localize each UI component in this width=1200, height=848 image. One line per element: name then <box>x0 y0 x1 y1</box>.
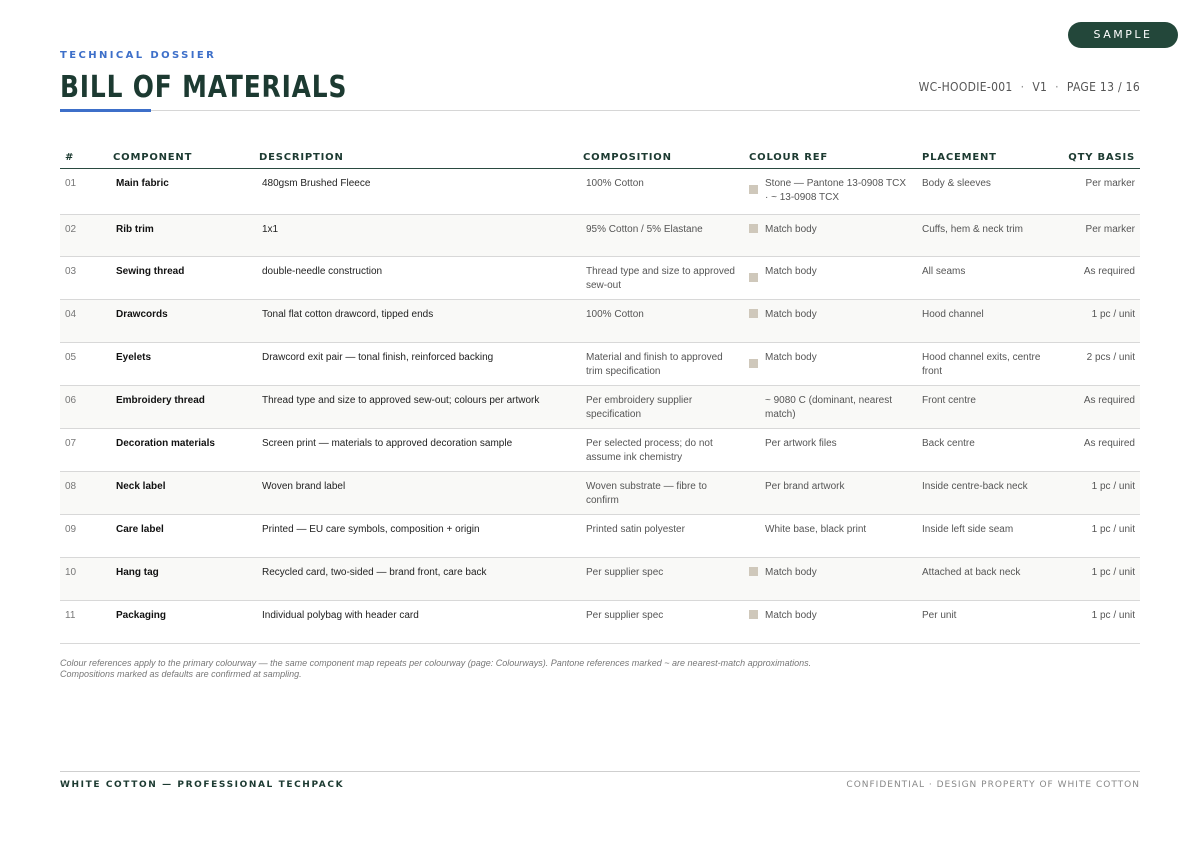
section-eyebrow: TECHNICAL DOSSIER <box>60 50 217 61</box>
component-composition: Per supplier spec <box>586 610 664 621</box>
colour-ref-cell <box>744 343 917 386</box>
placement-cell <box>917 429 1059 472</box>
colour-ref-cell <box>744 558 917 601</box>
component-description-cell <box>254 472 578 515</box>
colour-ref: ~ 9080 C (dominant, nearest match) <box>765 395 893 420</box>
component-description: double-needle construction <box>262 266 383 277</box>
header-composition: COMPOSITION <box>578 146 744 169</box>
qty-basis-cell <box>1059 472 1140 515</box>
row-number-cell <box>60 343 108 386</box>
qty-basis: As required <box>1083 438 1135 449</box>
document-meta <box>919 80 1140 94</box>
table-row <box>60 386 1140 429</box>
colour-ref-cell <box>744 300 917 343</box>
placement-cell <box>917 386 1059 429</box>
sample-badge: SAMPLE <box>1068 22 1178 48</box>
qty-basis-cell <box>1059 343 1140 386</box>
qty-basis: As required <box>1083 266 1135 277</box>
component-name: Rib trim <box>116 224 154 235</box>
component-composition: Material and finish to approved trim specification <box>586 352 723 377</box>
colour-ref-cell <box>744 386 917 429</box>
colour-ref: Match body <box>765 352 817 363</box>
row-number: 03 <box>65 266 77 277</box>
component-name-cell <box>108 515 254 558</box>
component-description-cell <box>254 257 578 300</box>
qty-basis: As required <box>1083 395 1135 406</box>
colour-ref-cell <box>744 257 917 300</box>
header-colour-ref: COLOUR REF <box>744 146 917 169</box>
component-description: Recycled card, two-sided — brand front, care back <box>262 567 487 578</box>
row-number-cell <box>60 300 108 343</box>
placement: Front centre <box>922 395 976 406</box>
component-description: Individual polybag with header card <box>262 610 419 621</box>
component-description-cell <box>254 386 578 429</box>
component-name: Care label <box>116 524 164 535</box>
component-composition: 100% Cotton <box>586 309 644 320</box>
row-number: 05 <box>65 352 77 363</box>
header-qty-basis: QTY BASIS <box>1059 146 1140 169</box>
row-number-cell <box>60 215 108 257</box>
component-composition: Thread type and size to approved sew-out <box>586 266 735 291</box>
qty-basis-cell <box>1059 429 1140 472</box>
placement-cell <box>917 257 1059 300</box>
colour-ref-cell <box>744 215 917 257</box>
component-composition-cell <box>578 386 744 429</box>
component-name-cell <box>108 558 254 601</box>
row-number-cell <box>60 472 108 515</box>
component-name-cell <box>108 215 254 257</box>
row-number: 06 <box>65 395 77 406</box>
component-composition-cell <box>578 429 744 472</box>
placement-cell <box>917 558 1059 601</box>
table-row <box>60 429 1140 472</box>
component-composition: Per embroidery supplier specification <box>586 395 693 420</box>
colour-ref: Match body <box>765 224 817 235</box>
placement-cell <box>917 215 1059 257</box>
component-name: Decoration materials <box>116 438 215 449</box>
header-placement: PLACEMENT <box>917 146 1059 169</box>
page-number: PAGE 13 / 16 <box>1066 80 1140 94</box>
component-composition: Printed satin polyester <box>586 524 685 535</box>
component-name-cell <box>108 429 254 472</box>
footnote <box>60 658 960 679</box>
row-number: 01 <box>65 178 77 189</box>
component-name-cell <box>108 601 254 644</box>
colour-ref: Match body <box>765 266 817 277</box>
component-description-cell <box>254 515 578 558</box>
component-name-cell <box>108 257 254 300</box>
component-name-cell <box>108 386 254 429</box>
placement: Body & sleeves <box>922 178 991 189</box>
component-name-cell <box>108 343 254 386</box>
footnote-line: Compositions marked as defaults are confirmed at sampling. <box>60 668 302 679</box>
header-description: DESCRIPTION <box>254 146 578 169</box>
placement-cell <box>917 601 1059 644</box>
placement-cell <box>917 515 1059 558</box>
table-row <box>60 343 1140 386</box>
component-composition-cell <box>578 472 744 515</box>
colour-ref: White base, black print <box>765 524 867 535</box>
colour-ref-cell <box>744 429 917 472</box>
component-description-cell <box>254 300 578 343</box>
component-name: Neck label <box>116 481 166 492</box>
colour-ref-cell <box>744 515 917 558</box>
component-description-cell <box>254 215 578 257</box>
component-composition-cell <box>578 300 744 343</box>
qty-basis-cell <box>1059 215 1140 257</box>
component-name-cell <box>108 472 254 515</box>
component-description: 1x1 <box>262 224 279 235</box>
placement-cell <box>917 472 1059 515</box>
component-description-cell <box>254 601 578 644</box>
component-description-cell <box>254 169 578 215</box>
placement: Inside centre-back neck <box>922 481 1028 492</box>
row-number: 04 <box>65 309 77 320</box>
qty-basis: Per marker <box>1085 178 1135 189</box>
component-description: Thread type and size to approved sew-out; colours per artwork <box>262 395 540 406</box>
row-number-cell <box>60 169 108 215</box>
colour-ref: Match body <box>765 309 817 320</box>
qty-basis-cell <box>1059 558 1140 601</box>
row-number: 08 <box>65 481 77 492</box>
placement: Attached at back neck <box>922 567 1021 578</box>
table-row <box>60 169 1140 215</box>
qty-basis: 1 pc / unit <box>1091 309 1135 320</box>
colour-ref: Match body <box>765 610 817 621</box>
header-divider <box>60 110 1140 111</box>
component-name: Hang tag <box>116 567 159 578</box>
row-number: 07 <box>65 438 77 449</box>
placement: All seams <box>922 266 966 277</box>
table-row <box>60 257 1140 300</box>
row-number-cell <box>60 558 108 601</box>
table-row <box>60 215 1140 257</box>
row-number: 10 <box>65 567 77 578</box>
placement: Per unit <box>922 610 957 621</box>
component-composition-cell <box>578 558 744 601</box>
component-description-cell <box>254 558 578 601</box>
component-description: Screen print — materials to approved decoration sample <box>262 438 513 449</box>
qty-basis: Per marker <box>1085 224 1135 235</box>
footer-confidential: CONFIDENTIAL · DESIGN PROPERTY OF WHITE COTTON <box>846 780 1140 790</box>
row-number-cell <box>60 601 108 644</box>
table-row <box>60 558 1140 601</box>
title-accent-bar <box>60 109 151 112</box>
placement: Hood channel exits, centre front <box>922 352 1041 377</box>
qty-basis-cell <box>1059 169 1140 215</box>
component-name: Packaging <box>116 610 167 621</box>
qty-basis: 2 pcs / unit <box>1086 352 1135 363</box>
component-composition: Per supplier spec <box>586 567 664 578</box>
row-number: 02 <box>65 224 77 235</box>
component-composition: Per selected process; do not assume ink chemistry <box>586 438 713 463</box>
footer-brand: WHITE COTTON — PROFESSIONAL TECHPACK <box>60 780 345 790</box>
component-description: Tonal flat cotton drawcord, tipped ends <box>262 309 434 320</box>
component-name: Embroidery thread <box>116 395 205 406</box>
header-component: COMPONENT <box>108 146 254 169</box>
meta-separator: · <box>1020 80 1025 94</box>
placement-cell <box>917 300 1059 343</box>
table-row <box>60 601 1140 644</box>
component-name-cell <box>108 169 254 215</box>
row-number-cell <box>60 386 108 429</box>
page-title: BILL OF MATERIALS <box>60 70 348 105</box>
qty-basis-cell <box>1059 601 1140 644</box>
row-number-cell <box>60 257 108 300</box>
qty-basis: 1 pc / unit <box>1091 610 1135 621</box>
component-description: Drawcord exit pair — tonal finish, reinforced backing <box>262 352 494 363</box>
qty-basis: 1 pc / unit <box>1091 481 1135 492</box>
table-row <box>60 515 1140 558</box>
colour-ref: Per artwork files <box>765 438 837 449</box>
component-description: 480gsm Brushed Fleece <box>262 178 371 189</box>
colour-ref-cell <box>744 601 917 644</box>
component-composition: 100% Cotton <box>586 178 644 189</box>
qty-basis-cell <box>1059 515 1140 558</box>
component-name: Sewing thread <box>116 266 185 277</box>
meta-separator: · <box>1055 80 1059 94</box>
table-row <box>60 472 1140 515</box>
version-label: V1 <box>1032 80 1048 94</box>
component-description-cell <box>254 429 578 472</box>
row-number-cell <box>60 429 108 472</box>
component-composition-cell <box>578 601 744 644</box>
bom-table <box>60 146 1140 644</box>
component-composition: 95% Cotton / 5% Elastane <box>586 224 703 235</box>
component-composition-cell <box>578 343 744 386</box>
row-number-cell <box>60 515 108 558</box>
component-name-cell <box>108 300 254 343</box>
colour-ref: Match body <box>765 567 817 578</box>
footnote-line: Colour references apply to the primary colourway — the same component map repeats per colourway (page: Colourways). Pantone references marked ~ are nearest-match approximations. <box>60 658 812 668</box>
colour-ref-cell <box>744 169 917 215</box>
component-composition-cell <box>578 515 744 558</box>
style-code: WC-HOODIE-001 <box>918 80 1013 94</box>
placement-cell <box>917 343 1059 386</box>
row-number: 11 <box>65 610 76 621</box>
qty-basis-cell <box>1059 300 1140 343</box>
component-name: Eyelets <box>116 352 152 363</box>
component-composition-cell <box>578 215 744 257</box>
component-description-cell <box>254 343 578 386</box>
qty-basis-cell <box>1059 386 1140 429</box>
placement: Cuffs, hem & neck trim <box>922 224 1023 235</box>
table-row <box>60 300 1140 343</box>
component-description: Printed — EU care symbols, composition + origin <box>262 524 480 535</box>
row-number: 09 <box>65 524 77 535</box>
header-num: # <box>60 146 108 169</box>
component-description: Woven brand label <box>262 481 346 492</box>
placement: Inside left side seam <box>922 524 1014 535</box>
component-composition-cell <box>578 257 744 300</box>
component-composition: Woven substrate — fibre to confirm <box>586 481 707 506</box>
footer-divider <box>60 771 1140 772</box>
qty-basis: 1 pc / unit <box>1091 567 1135 578</box>
placement: Hood channel <box>922 309 984 320</box>
component-composition-cell <box>578 169 744 215</box>
component-name: Drawcords <box>116 309 168 320</box>
table-header-row <box>60 146 1140 169</box>
qty-basis-cell <box>1059 257 1140 300</box>
colour-ref: Stone — Pantone 13-0908 TCX · ~ 13-0908 TCX <box>765 178 907 203</box>
colour-ref: Per brand artwork <box>765 481 845 492</box>
placement: Back centre <box>922 438 975 449</box>
placement-cell <box>917 169 1059 215</box>
colour-ref-cell <box>744 472 917 515</box>
component-name: Main fabric <box>116 178 169 189</box>
qty-basis: 1 pc / unit <box>1091 524 1135 535</box>
